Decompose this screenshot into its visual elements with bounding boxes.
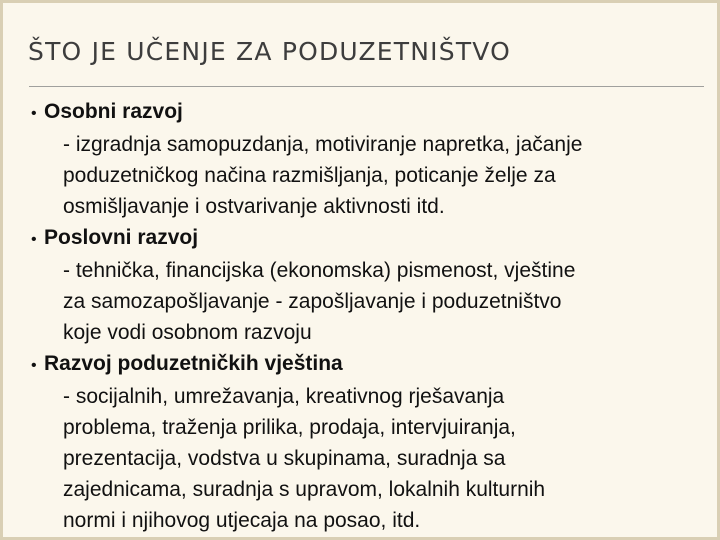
bullet-item-poslovni-razvoj — [31, 222, 711, 348]
description-line: problema, traženja prilika, prodaja, intervjuiranja, — [63, 416, 516, 439]
description-line: za samozapošljavanje - zapošljavanje i poduzetništvo — [63, 290, 562, 313]
description-line: - socijalnih, umrežavanja, kreativnog rješavanja — [63, 385, 505, 408]
description-line: osmišljavanje i ostvarivanje aktivnosti itd. — [63, 195, 445, 218]
description-line: koje vodi osobnom razvoju — [63, 321, 312, 344]
slide-title: ŠTO JE UČENJE ZA PODUZETNIŠTVO — [28, 37, 512, 66]
description-line: - tehnička, financijska (ekonomska) pismenost, vještine — [63, 259, 576, 282]
description-line: zajednicama, suradnja s upravom, lokalnih kulturnih — [63, 478, 546, 501]
bullet-description — [63, 129, 711, 222]
slide-body — [31, 96, 711, 536]
description-line: normi i njihovog utjecaja na posao, itd. — [63, 509, 421, 532]
title-divider — [29, 86, 704, 87]
bullet-heading: Razvoj poduzetničkih vještina — [44, 352, 343, 375]
bullet-item-razvoj-vjestina — [31, 348, 711, 536]
bullet-description — [63, 255, 711, 348]
description-line: poduzetničkog načina razmišljanja, poticanje želje za — [63, 164, 556, 187]
bullet-description — [63, 381, 711, 536]
bullet-icon: • — [31, 357, 37, 374]
bullet-icon: • — [31, 105, 37, 122]
description-line: prezentacija, vodstva u skupinama, suradnja sa — [63, 447, 506, 470]
description-line: - izgradnja samopuzdanja, motiviranje napretka, jačanje — [63, 133, 583, 156]
bullet-heading: Osobni razvoj — [44, 100, 183, 123]
bullet-item-osobni-razvoj — [31, 96, 711, 222]
bullet-heading: Poslovni razvoj — [44, 226, 199, 249]
bullet-icon: • — [31, 231, 37, 248]
